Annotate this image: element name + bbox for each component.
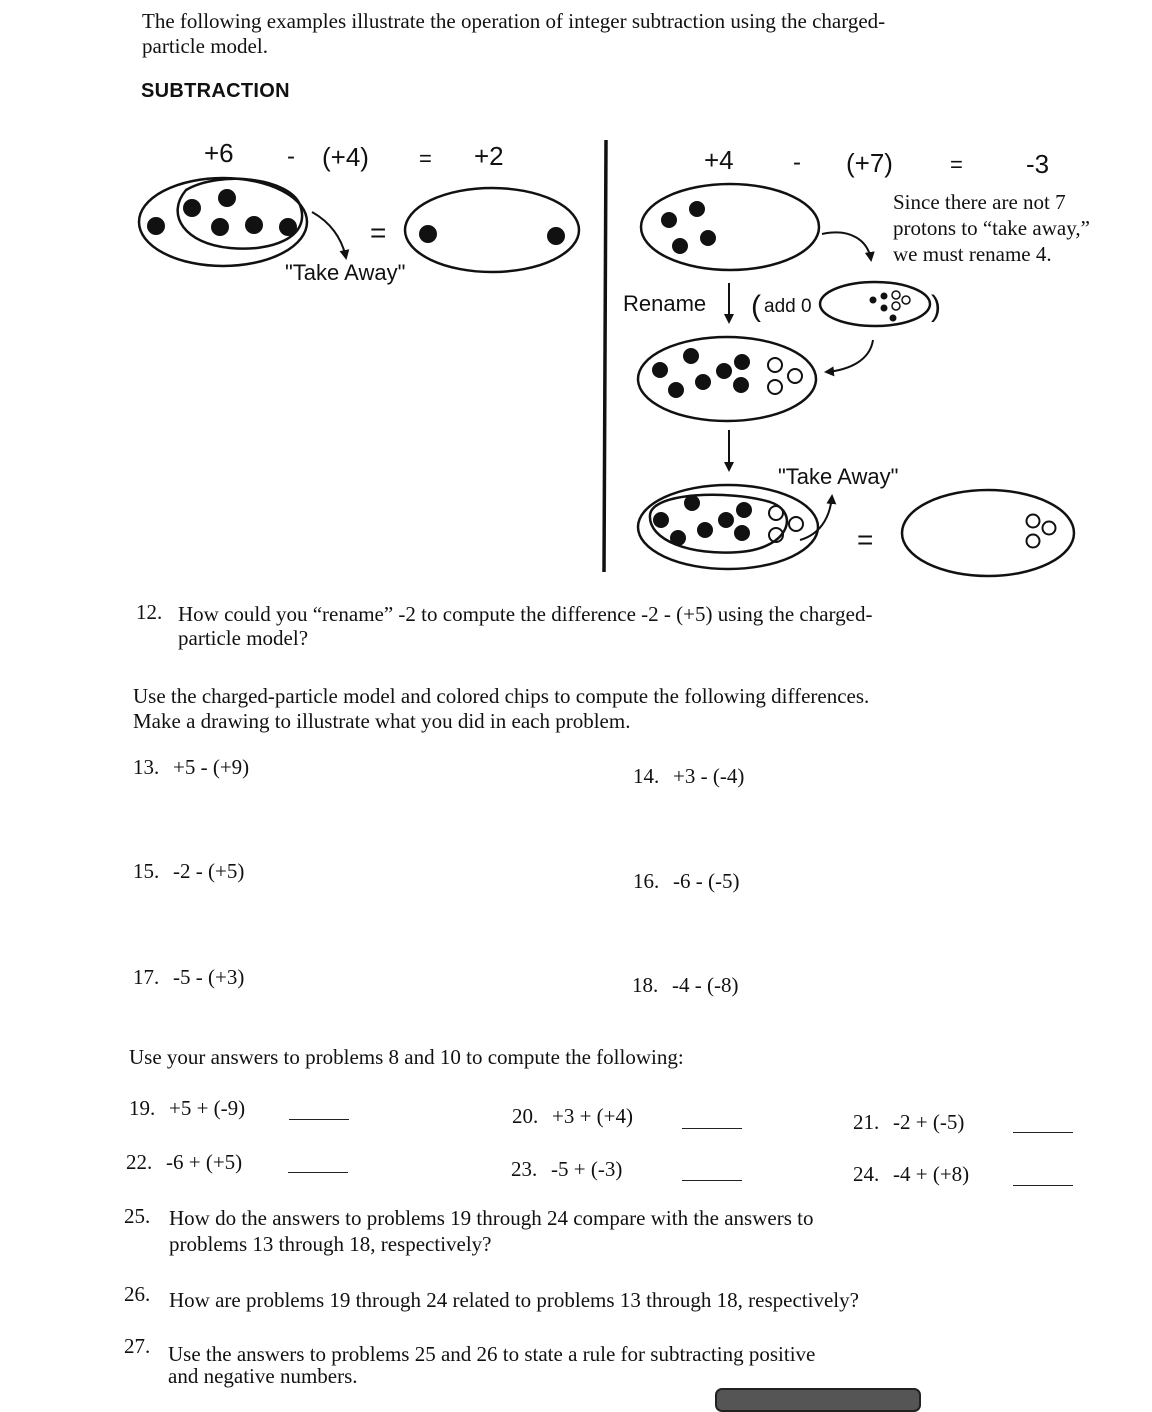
ex1-result: +2	[474, 141, 504, 171]
problem-expression: -4 - (-8)	[672, 973, 739, 997]
answer-blank-22[interactable]	[288, 1172, 348, 1173]
problem-expression: -4 + (+8)	[893, 1162, 970, 1186]
proton-dot	[870, 297, 877, 304]
problem-18	[632, 973, 738, 998]
electron-circle	[789, 517, 803, 531]
problem-24	[853, 1162, 969, 1187]
ex2-note-line-2: protons to “take away,”	[893, 216, 1090, 240]
problem-20	[512, 1104, 633, 1129]
problem-number: 14.	[633, 764, 660, 788]
problem-14	[633, 764, 744, 789]
zero-pairs-ellipse	[820, 282, 930, 326]
problem-19	[129, 1096, 245, 1121]
q12-number: 12.	[136, 600, 163, 624]
proton-dot	[147, 217, 165, 235]
q26-number: 26.	[124, 1282, 151, 1306]
electron-circle	[1027, 535, 1040, 548]
problem-number: 23.	[511, 1157, 538, 1181]
proton-dot	[652, 362, 668, 378]
proton-dot	[683, 348, 699, 364]
q26-line-1: How are problems 19 through 24 related to problems 13 through 18, respectively?	[169, 1288, 859, 1312]
problem-expression: -5 + (-3)	[551, 1157, 623, 1181]
q25-line-1: How do the answers to problems 19 through 24 compare with the answers to	[169, 1206, 814, 1230]
problem-number: 22.	[126, 1150, 153, 1174]
problem-number: 17.	[133, 965, 160, 989]
answer-blank-23[interactable]	[682, 1180, 742, 1181]
answer-blank-19[interactable]	[289, 1119, 349, 1120]
problem-expression: -6 + (+5)	[166, 1150, 243, 1174]
problem-number: 24.	[853, 1162, 880, 1186]
proton-dot	[684, 495, 700, 511]
proton-dot	[672, 238, 688, 254]
ex2-minuend: +4	[704, 145, 734, 175]
problem-expression: -2 + (-5)	[893, 1110, 965, 1134]
ex2-takeaway-label: "Take Away"	[778, 464, 899, 489]
problem-expression: +5 + (-9)	[169, 1096, 246, 1120]
problem-number: 20.	[512, 1104, 539, 1128]
ex1-takeaway-arrow	[312, 212, 346, 258]
answer-blank-20[interactable]	[682, 1128, 742, 1129]
problem-number: 19.	[129, 1096, 156, 1120]
problem-expression: +3 - (-4)	[673, 764, 745, 788]
electron-circle	[902, 296, 910, 304]
ex2-equals: =	[950, 152, 963, 177]
problem-expression: +5 - (+9)	[173, 755, 250, 779]
electron-circle	[769, 506, 783, 520]
problem-expression: +3 + (+4)	[552, 1104, 634, 1128]
instructions-line-1: Use the charged-particle model and colored chips to compute the following differences.	[133, 684, 870, 708]
problem-number: 18.	[632, 973, 659, 997]
problem-number: 21.	[853, 1110, 880, 1134]
proton-dot	[881, 293, 888, 300]
ex2-takeaway-loop	[650, 495, 787, 553]
q12-line-2: particle model?	[178, 626, 309, 650]
proton-dot	[689, 201, 705, 217]
electron-circle	[768, 358, 782, 372]
problem-number: 16.	[633, 869, 660, 893]
proton-dot	[734, 525, 750, 541]
ex1-minus: -	[287, 143, 295, 170]
q25-number: 25.	[124, 1204, 151, 1228]
answer-blank-24[interactable]	[1013, 1185, 1073, 1186]
proton-dot	[668, 382, 684, 398]
proton-dot	[890, 315, 897, 322]
proton-dot	[881, 305, 888, 312]
proton-dot	[670, 530, 686, 546]
proton-dot	[218, 189, 236, 207]
section-heading: SUBTRACTION	[141, 80, 290, 102]
electron-circle	[788, 369, 802, 383]
proton-dot	[695, 374, 711, 390]
q27-line-1: Use the answers to problems 25 and 26 to state a rule for subtracting positive	[168, 1342, 816, 1366]
proton-dot	[245, 216, 263, 234]
proton-dot	[697, 522, 713, 538]
ex1-equals-sign: =	[370, 217, 387, 248]
add-zero-close-paren: )	[931, 290, 941, 323]
electron-circle	[768, 380, 782, 394]
ex2-arrow-to-zero	[822, 232, 871, 260]
proton-dot	[653, 512, 669, 528]
proton-dot	[736, 502, 752, 518]
problem-22	[126, 1150, 242, 1175]
ex1-minuend: +6	[204, 138, 234, 168]
problem-number: 13.	[133, 755, 160, 779]
ex2-result: -3	[1026, 149, 1050, 179]
subtraction-diagram	[0, 0, 1152, 600]
electron-circle	[892, 302, 900, 310]
ex1-subtrahend: (+4)	[322, 142, 369, 172]
q27-number: 27.	[124, 1334, 151, 1358]
proton-dot	[547, 227, 565, 245]
proton-dot	[734, 354, 750, 370]
intro-line-2: particle model.	[142, 34, 268, 58]
ex2-note-line-1: Since there are not 7	[893, 190, 1066, 214]
problem-number: 15.	[133, 859, 160, 883]
electron-circle	[1027, 515, 1040, 528]
proton-dot	[211, 218, 229, 236]
q25-line-2: problems 13 through 18, respectively?	[169, 1232, 492, 1256]
proton-dot	[718, 512, 734, 528]
electron-circle	[892, 291, 900, 299]
proton-dot	[279, 218, 297, 236]
ex1-takeaway-label: "Take Away"	[285, 260, 406, 285]
problem-expression: -2 - (+5)	[173, 859, 245, 883]
instructions-line-2: Make a drawing to illustrate what you did in each problem.	[133, 709, 631, 733]
ex2-note-line-3: we must rename 4.	[893, 242, 1052, 266]
add-zero-label: add 0	[764, 296, 812, 317]
proton-dot	[716, 363, 732, 379]
q12-line-1: How could you “rename” -2 to compute the difference -2 - (+5) using the charged-	[178, 602, 873, 626]
divider-line	[604, 140, 606, 572]
problem-expression: -5 - (+3)	[173, 965, 245, 989]
proton-dot	[733, 377, 749, 393]
ex2-arrow-back	[826, 340, 873, 372]
ex2-subtrahend: (+7)	[846, 148, 893, 178]
intro-line-1: The following examples illustrate the operation of integer subtraction using the charged-	[142, 9, 886, 33]
proton-dot	[700, 230, 716, 246]
problem-15	[133, 859, 244, 884]
rename-label: Rename	[623, 291, 707, 316]
ex2-equals-sign: =	[857, 524, 874, 555]
electron-circle	[1043, 522, 1056, 535]
problem-21	[853, 1110, 964, 1135]
problem-expression: -6 - (-5)	[673, 869, 740, 893]
add-zero-open-paren: (	[751, 290, 761, 323]
sums-intro: Use your answers to problems 8 and 10 to compute the following:	[129, 1045, 684, 1069]
problem-23	[511, 1157, 622, 1182]
problem-13	[133, 755, 249, 780]
bottom-tab	[715, 1388, 921, 1412]
ex2-result-ellipse	[902, 490, 1074, 576]
proton-dot	[419, 225, 437, 243]
ex1-equals: =	[419, 146, 432, 171]
answer-blank-21[interactable]	[1013, 1132, 1073, 1133]
proton-dot	[661, 212, 677, 228]
problem-17	[133, 965, 244, 990]
proton-dot	[183, 199, 201, 217]
ex2-minus: -	[793, 149, 801, 176]
q27-line-2: and negative numbers.	[168, 1364, 358, 1388]
problem-16	[633, 869, 739, 894]
